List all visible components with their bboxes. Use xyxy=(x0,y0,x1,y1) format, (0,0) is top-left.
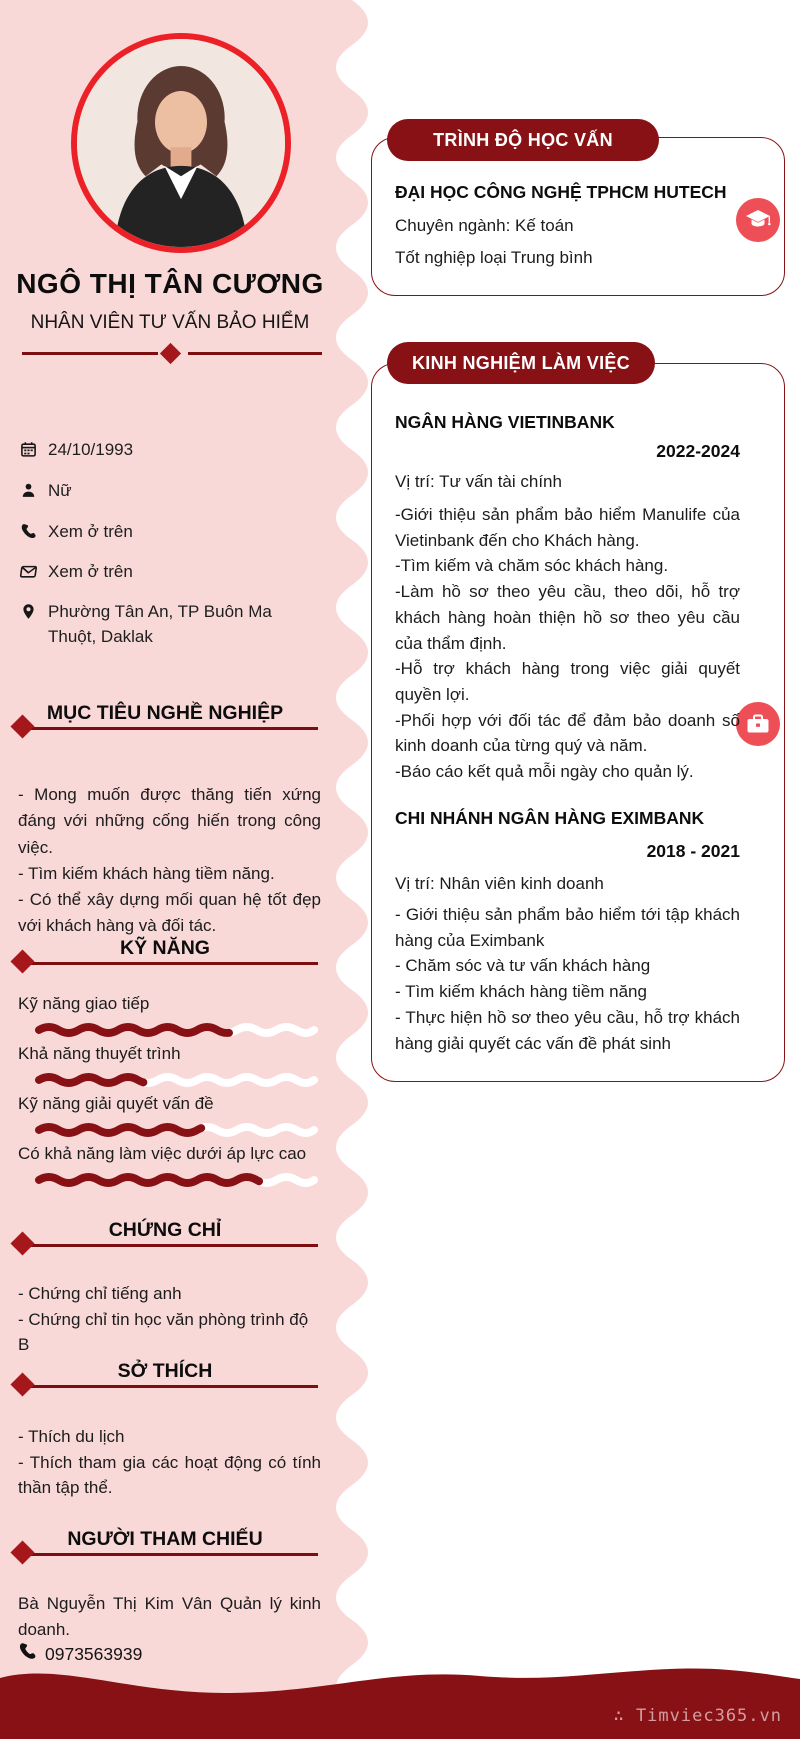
contact-row-email xyxy=(20,559,320,587)
objective-text xyxy=(18,782,321,940)
objective-line: - Có thể xây dựng mối quan hệ tốt đẹp với khách hàng và đối tác. xyxy=(18,890,321,936)
section-hobbies-heading xyxy=(0,1360,330,1402)
skill-bar xyxy=(33,1172,320,1188)
education-heading: TRÌNH ĐỘ HỌC VẤN xyxy=(433,130,613,150)
certificates-text xyxy=(18,1281,321,1358)
skill-label: Có khả năng làm việc dưới áp lực cao xyxy=(18,1144,307,1163)
education-heading-pill xyxy=(387,119,659,161)
certificates-rule xyxy=(26,1244,318,1247)
job-bullet: -Phối hợp với đối tác để đảm bảo doanh số kinh doanh của từng quý và năm. xyxy=(395,710,740,756)
contact-birthdate: 24/10/1993 xyxy=(48,440,134,459)
skill-bar xyxy=(33,1022,320,1038)
objective-title: MỤC TIÊU NGHỀ NGHIỆP xyxy=(46,702,284,724)
skill-label: Kỹ năng giải quyết vấn đề xyxy=(18,1094,214,1113)
contact-email: Xem ở trên xyxy=(48,562,133,581)
section-certificates-heading xyxy=(0,1219,330,1261)
contact-row-address xyxy=(20,599,320,649)
section-skills-heading xyxy=(0,937,330,979)
skill-bar xyxy=(33,1122,320,1138)
job-bullet: -Giới thiệu sản phẩm bảo hiểm Manulife của Vietinbank đến cho Khách hàng. xyxy=(395,505,740,550)
job-bullet: -Làm hồ sơ theo yêu cầu, theo dõi, hỗ trợ khách hàng hoàn thiện hồ sơ theo yêu cầu của thẩm định. xyxy=(395,582,740,653)
reference-title: NGƯỜI THAM CHIẾU xyxy=(67,1528,263,1550)
contact-gender: Nữ xyxy=(48,481,72,500)
contact-row-gender xyxy=(20,478,320,506)
watermark: ∴ Timviec365.vn xyxy=(613,1706,782,1726)
experience-heading: KINH NGHIỆM LÀM VIỆC xyxy=(411,353,630,373)
job-bullet: -Báo cáo kết quả mỗi ngày cho quản lý. xyxy=(395,762,694,782)
job-period: 2022-2024 xyxy=(656,441,740,461)
objective-line: - Mong muốn được thăng tiến xứng đáng với những cống hiến trong công việc. xyxy=(18,785,321,857)
contact-row-birthdate xyxy=(20,437,320,465)
job-company: CHI NHÁNH NGÂN HÀNG EXIMBANK xyxy=(395,808,705,828)
certificates-title: CHỨNG CHỈ xyxy=(108,1219,222,1241)
skills-rule xyxy=(26,962,318,965)
education-major: Chuyên ngành: Kế toán xyxy=(395,216,574,235)
hobby-line: - Thích du lịch xyxy=(18,1427,125,1446)
reference-phone: 0973563939 xyxy=(45,1643,143,1664)
section-reference-heading xyxy=(0,1528,330,1570)
skill-label: Khả năng thuyết trình xyxy=(18,1044,181,1063)
job-position: Vị trí: Tư vấn tài chính xyxy=(395,472,562,491)
location-icon xyxy=(20,602,37,627)
briefcase-icon xyxy=(745,712,771,736)
reference-rule xyxy=(26,1553,318,1556)
job-company: NGÂN HÀNG VIETINBANK xyxy=(395,412,615,432)
briefcase-icon-circle xyxy=(736,702,780,746)
profile-photo xyxy=(71,33,291,253)
hobby-line: - Thích tham gia các hoạt động có tính thần tập thể. xyxy=(18,1452,321,1498)
portrait-illustration xyxy=(77,39,285,247)
job-bullets xyxy=(395,502,740,785)
job-bullet: - Tìm kiếm khách hàng tiềm năng xyxy=(395,982,647,1002)
calendar-icon xyxy=(20,440,37,465)
graduation-icon-circle xyxy=(736,198,780,242)
skill-bar xyxy=(33,1072,320,1088)
candidate-name: NGÔ THỊ TÂN CƯƠNG xyxy=(16,268,324,299)
job-bullets xyxy=(395,902,740,1056)
phone-icon xyxy=(20,522,37,547)
skill-label: Kỹ năng giao tiếp xyxy=(18,994,150,1013)
divider-line-left xyxy=(22,352,158,355)
objective-rule xyxy=(26,727,318,730)
contact-row-phone xyxy=(20,519,320,547)
job-bullet: - Chăm sóc và tư vấn khách hàng xyxy=(395,956,651,976)
job-bullet: - Giới thiệu sản phẩm bảo hiểm tới tập khách hàng của Eximbank xyxy=(395,905,740,950)
hobbies-title: SỞ THÍCH xyxy=(117,1360,213,1382)
education-grade: Tốt nghiệp loại Trung bình xyxy=(395,248,593,267)
contact-phone: Xem ở trên xyxy=(48,522,133,541)
contact-address: Phường Tân An, TP Buôn Ma Thuột, Daklak xyxy=(48,602,272,646)
graduation-cap-icon xyxy=(745,208,771,232)
job-bullet: -Hỗ trợ khách hàng trong việc giải quyết quyền lợi. xyxy=(395,659,740,704)
footer-wave xyxy=(0,1656,800,1739)
education-school: ĐẠI HỌC CÔNG NGHỆ TPHCM HUTECH xyxy=(395,182,727,202)
skills-title: KỸ NĂNG xyxy=(120,937,210,959)
job-position: Vị trí: Nhân viên kinh doanh xyxy=(395,874,604,893)
section-objective-heading xyxy=(0,702,330,744)
person-icon xyxy=(20,481,37,506)
hobbies-rule xyxy=(26,1385,318,1388)
experience-heading-pill xyxy=(387,342,655,384)
divider-line-right xyxy=(188,352,322,355)
candidate-title: NHÂN VIÊN TƯ VẤN BẢO HIỂM xyxy=(30,312,310,333)
mail-icon xyxy=(20,562,37,587)
reference-text: Bà Nguyễn Thị Kim Vân Quản lý kinh doanh. xyxy=(18,1594,321,1639)
job-bullet: - Thực hiện hồ sơ theo yêu cầu, hỗ trợ khách hàng giải quyết các vấn đề phát sinh xyxy=(395,1007,740,1053)
objective-line: - Tìm kiếm khách hàng tiềm năng. xyxy=(18,863,275,883)
job-bullet: -Tìm kiếm và chăm sóc khách hàng. xyxy=(395,556,669,576)
hobbies-text xyxy=(18,1424,321,1501)
certificate-line: - Chứng chỉ tin học văn phòng trình độ B xyxy=(18,1309,309,1354)
job-period: 2018 - 2021 xyxy=(646,841,740,861)
certificate-line: - Chứng chỉ tiếng anh xyxy=(18,1284,182,1303)
